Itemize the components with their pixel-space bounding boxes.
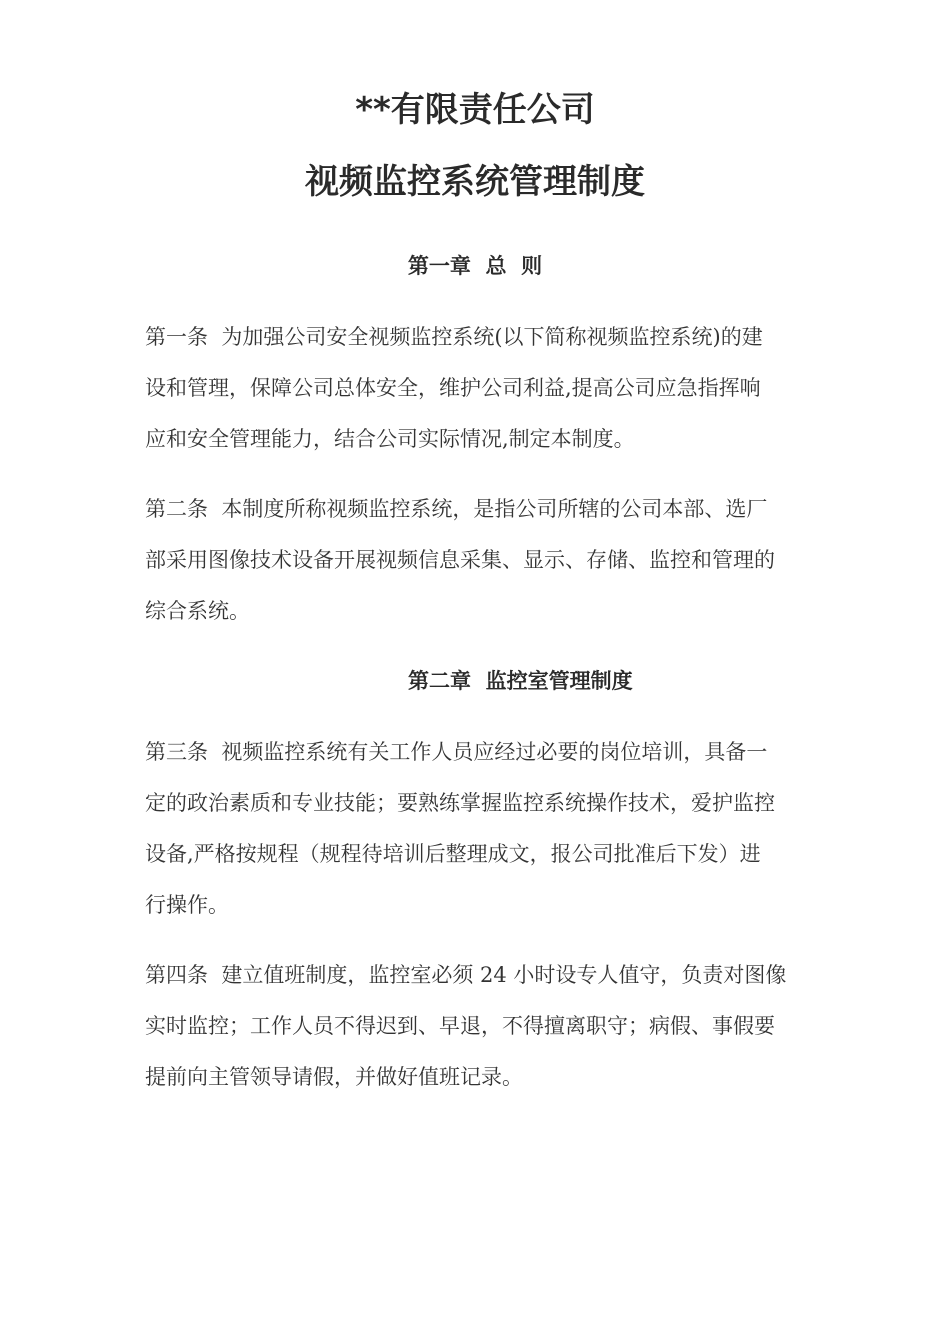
article-3-line: 行操作。	[145, 893, 229, 917]
article-2	[145, 484, 817, 637]
company-title: **有限责任公司	[355, 90, 595, 130]
article-1-line: 应和安全管理能力，结合公司实际情况,制定本制度。	[145, 427, 635, 451]
article-2-line: 部采用图像技术设备开展视频信息采集、显示、存储、监控和管理的	[145, 548, 775, 572]
article-3	[145, 727, 817, 931]
article-4	[145, 950, 817, 1103]
article-3-line: 定的政治素质和专业技能；要熟练掌握监控系统操作技术，爱护监控	[145, 791, 775, 815]
regulation-title: 视频监控系统管理制度	[305, 162, 645, 202]
article-4-line: 第四条 建立值班制度，监控室必须 24 小时设专人值守，负责对图像	[145, 963, 787, 987]
chapter-1-heading: 第一章 总 则	[407, 254, 543, 278]
article-2-line: 第二条 本制度所称视频监控系统，是指公司所辖的公司本部、选厂	[145, 497, 768, 521]
article-1-line: 第一条 为加强公司安全视频监控系统(以下简称视频监控系统)的建	[145, 325, 763, 349]
article-4-line: 提前向主管领导请假，并做好值班记录。	[145, 1065, 523, 1089]
chapter-2-heading: 第二章 监控室管理制度	[408, 669, 633, 693]
article-3-line: 设备,严格按规程（规程待培训后整理成文，报公司批准后下发）进	[145, 842, 761, 866]
article-1-line: 设和管理，保障公司总体安全，维护公司利益,提高公司应急指挥响	[145, 376, 761, 400]
article-3-line: 第三条 视频监控系统有关工作人员应经过必要的岗位培训，具备一	[145, 740, 768, 764]
article-4-line: 实时监控；工作人员不得迟到、早退，不得擅离职守；病假、事假要	[145, 1014, 775, 1038]
article-2-line: 综合系统。	[145, 599, 250, 623]
article-1	[145, 312, 817, 465]
